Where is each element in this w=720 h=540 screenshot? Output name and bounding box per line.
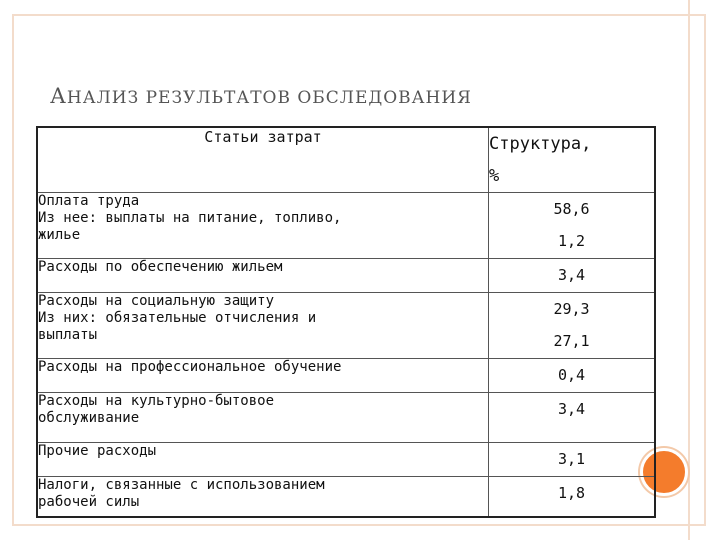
structure-value: 29,3 <box>553 300 590 318</box>
structure-value-cell <box>489 393 656 443</box>
cost-item-cell <box>37 359 489 393</box>
cost-item-text: Из них: обязательные отчисления и <box>38 310 317 326</box>
table-row <box>37 393 655 443</box>
cost-item-cell <box>37 443 489 477</box>
header-structure-line1: Структура, <box>489 134 592 154</box>
structure-value: 3,4 <box>557 266 586 284</box>
cost-item-text: обслуживание <box>38 410 140 426</box>
structure-value-cell <box>489 193 656 259</box>
structure-value-cell <box>489 259 656 293</box>
frame-vertical-line <box>688 0 690 540</box>
cost-item-cell <box>37 193 489 259</box>
cost-item-text: Расходы на культурно-бытовое <box>38 393 275 409</box>
structure-value: 0,4 <box>557 366 586 384</box>
structure-value: 3,1 <box>557 450 586 468</box>
header-cost-items: Статьи затрат <box>37 127 489 193</box>
cost-item-text: Оплата труда <box>38 193 140 209</box>
title-rest: НАЛИЗ РЕЗУЛЬТАТОВ ОБСЛЕДОВАНИЯ <box>66 88 472 108</box>
structure-value-cell <box>489 293 656 359</box>
table-row <box>37 293 655 359</box>
table-row <box>37 477 655 517</box>
header-structure-line2: % <box>489 166 500 186</box>
title-first-letter: А <box>50 84 67 108</box>
header-structure <box>489 127 656 193</box>
cost-item-text: Расходы на профессиональное обучение <box>38 359 342 375</box>
cost-item-text: Расходы на социальную защиту <box>38 293 275 309</box>
cost-item-cell <box>37 259 489 293</box>
structure-value: 3,4 <box>557 400 586 418</box>
cost-item-text: рабочей силы <box>38 494 140 510</box>
cost-item-cell <box>37 393 489 443</box>
table-row <box>37 193 655 259</box>
cost-structure-table <box>36 126 656 518</box>
cost-item-text: жилье <box>38 227 81 243</box>
structure-value: 1,2 <box>557 232 586 250</box>
structure-value-cell <box>489 477 656 517</box>
cost-item-cell <box>37 477 489 517</box>
cost-item-text: Расходы по обеспечению жильем <box>38 259 283 275</box>
cost-item-text: Налоги, связанные с использованием <box>38 477 325 493</box>
structure-value: 27,1 <box>553 332 590 350</box>
table-row <box>37 259 655 293</box>
structure-value-cell <box>489 359 656 393</box>
structure-value: 1,8 <box>557 484 586 502</box>
cost-item-text: Из нее: выплаты на питание, топливо, <box>38 210 342 226</box>
table-row <box>37 359 655 393</box>
cost-item-text: выплаты <box>38 327 98 343</box>
table-row <box>37 443 655 477</box>
slide-title <box>50 84 472 108</box>
structure-value: 58,6 <box>553 200 590 218</box>
cost-item-text: Прочие расходы <box>38 443 157 459</box>
structure-value-cell <box>489 443 656 477</box>
table-header-row <box>37 127 655 193</box>
cost-item-cell <box>37 293 489 359</box>
